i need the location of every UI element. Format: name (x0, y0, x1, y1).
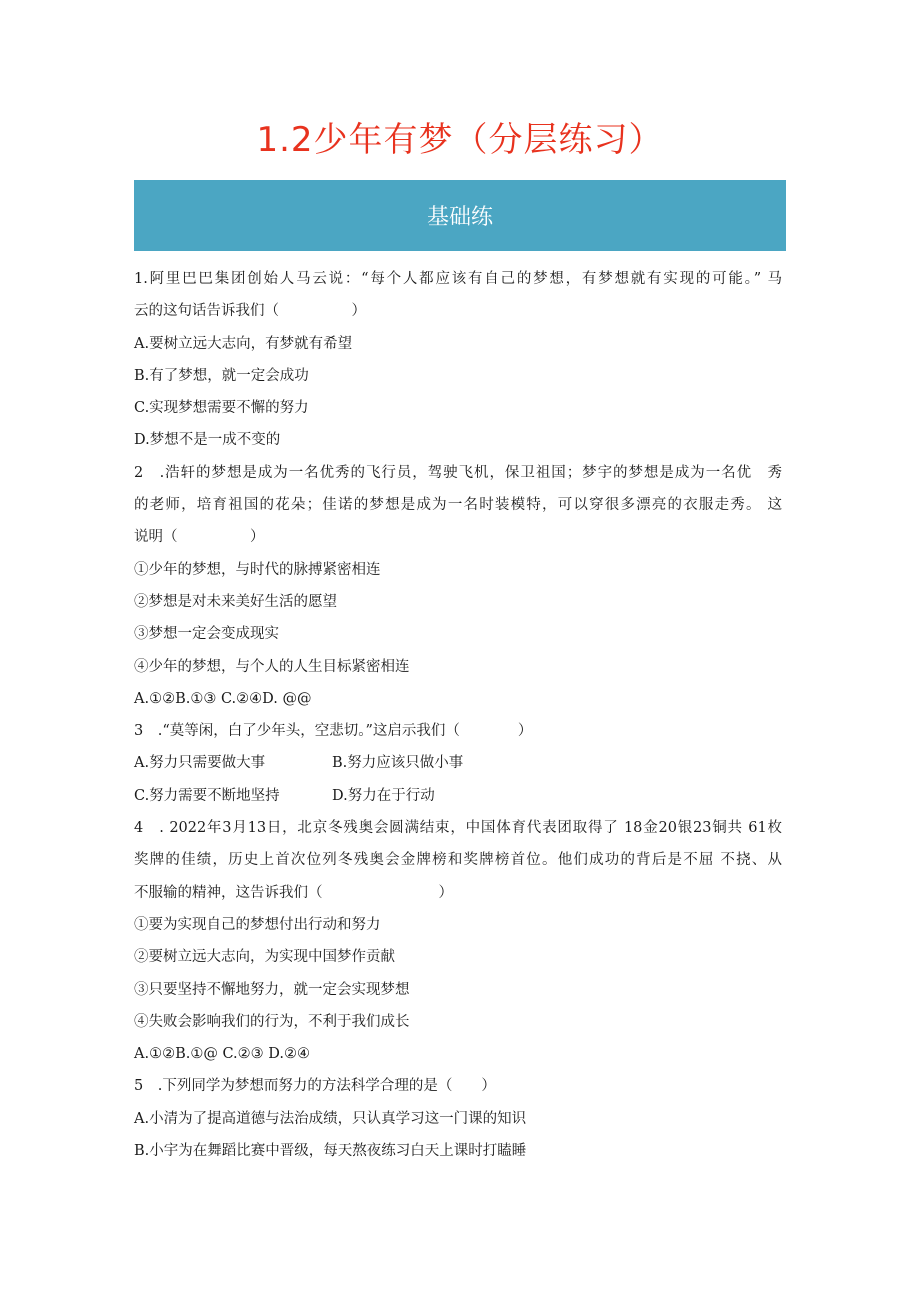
text-line: 不服输的精神，这告诉我们（ ） (134, 884, 453, 901)
text-line: 的老师，培育祖国的花朵；佳诺的梦想是成为一名时装模特，可以穿很多漂亮的衣服走秀。 这 (134, 497, 782, 514)
text-line: ①要为实现自己的梦想付出行动和努力 (134, 916, 381, 933)
text-line: 奖牌的佳绩，历史上首次位列冬残奥会金牌榜和奖牌榜首位。他们成功的背后是不屈 不挠、从 (134, 852, 782, 869)
text-line: ④失败会影响我们的行为，不利于我们成长 (134, 1013, 410, 1030)
text-line: B.小宇为在舞蹈比赛中晋级，每天熬夜练习白天上课时打瞌睡 (134, 1143, 527, 1160)
option-pair (134, 747, 794, 779)
text-line: A.要树立远大志向，有梦就有希望 (134, 335, 353, 352)
text-line: ②要树立远大志向，为实现中国梦作贡献 (134, 949, 395, 966)
text-line: 2 .浩轩的梦想是成为一名优秀的飞行员，驾驶飞机，保卫祖国；梦宇的梦想是成为一名优 秀 (134, 464, 782, 481)
text-line: ③只要坚持不懈地努力，就一定会实现梦想 (134, 981, 410, 998)
text-line: ①少年的梦想，与时代的脉搏紧密相连 (134, 561, 381, 578)
text-line: 5 .下列同学为梦想而努力的方法科学合理的是（ ） (134, 1078, 496, 1095)
page-title: 1.2少年有梦（分层练习） (256, 120, 664, 160)
option-left: C.努力需要不断地坚持 (134, 787, 280, 804)
text-line: 3 .“莫等闲，白了少年头，空悲切。”这启示我们（ ） (134, 723, 533, 740)
option-right: D.努力在于行动 (332, 787, 435, 804)
text-line: B.有了梦想，就一定会成功 (134, 367, 309, 384)
text-line: 说明（ ） (134, 529, 265, 546)
text-line: C.实现梦想需要不懈的努力 (134, 400, 309, 417)
text-line: ②梦想是对未来美好生活的愿望 (134, 593, 337, 610)
section-banner (134, 180, 786, 251)
section-title: 基础练 (426, 205, 493, 230)
option-left: A.努力只需要做大事 (134, 755, 266, 772)
text-line: ④少年的梦想，与个人的人生目标紧密相连 (134, 658, 410, 675)
text-line: ③梦想一定会变成现实 (134, 626, 279, 643)
text-line: A.小清为了提高道德与法治成绩，只认真学习这一门课的知识 (134, 1110, 527, 1127)
option-right: B.努力应该只做小事 (332, 755, 464, 772)
text-line: 云的这句话告诉我们（ ） (134, 303, 366, 320)
text-line: 4 . 2022年3月13日，北京冬残奥会圆满结束，中国体育代表团取得了 18金20银23铜共 61枚 (134, 820, 782, 837)
text-line: A.①②B.①@ C.②③ D.②④ (134, 1046, 310, 1063)
option-pair (134, 780, 794, 812)
text-line: 1.阿里巴巴集团创始人马云说：“每个人都应该有自己的梦想，有梦想就有实现的可能。” 马 (134, 271, 782, 287)
exercise-content (134, 263, 794, 1167)
text-line: D.梦想不是一成不变的 (134, 432, 281, 449)
text-line: A.①②B.①③ C.②④D. @@ (134, 690, 312, 707)
